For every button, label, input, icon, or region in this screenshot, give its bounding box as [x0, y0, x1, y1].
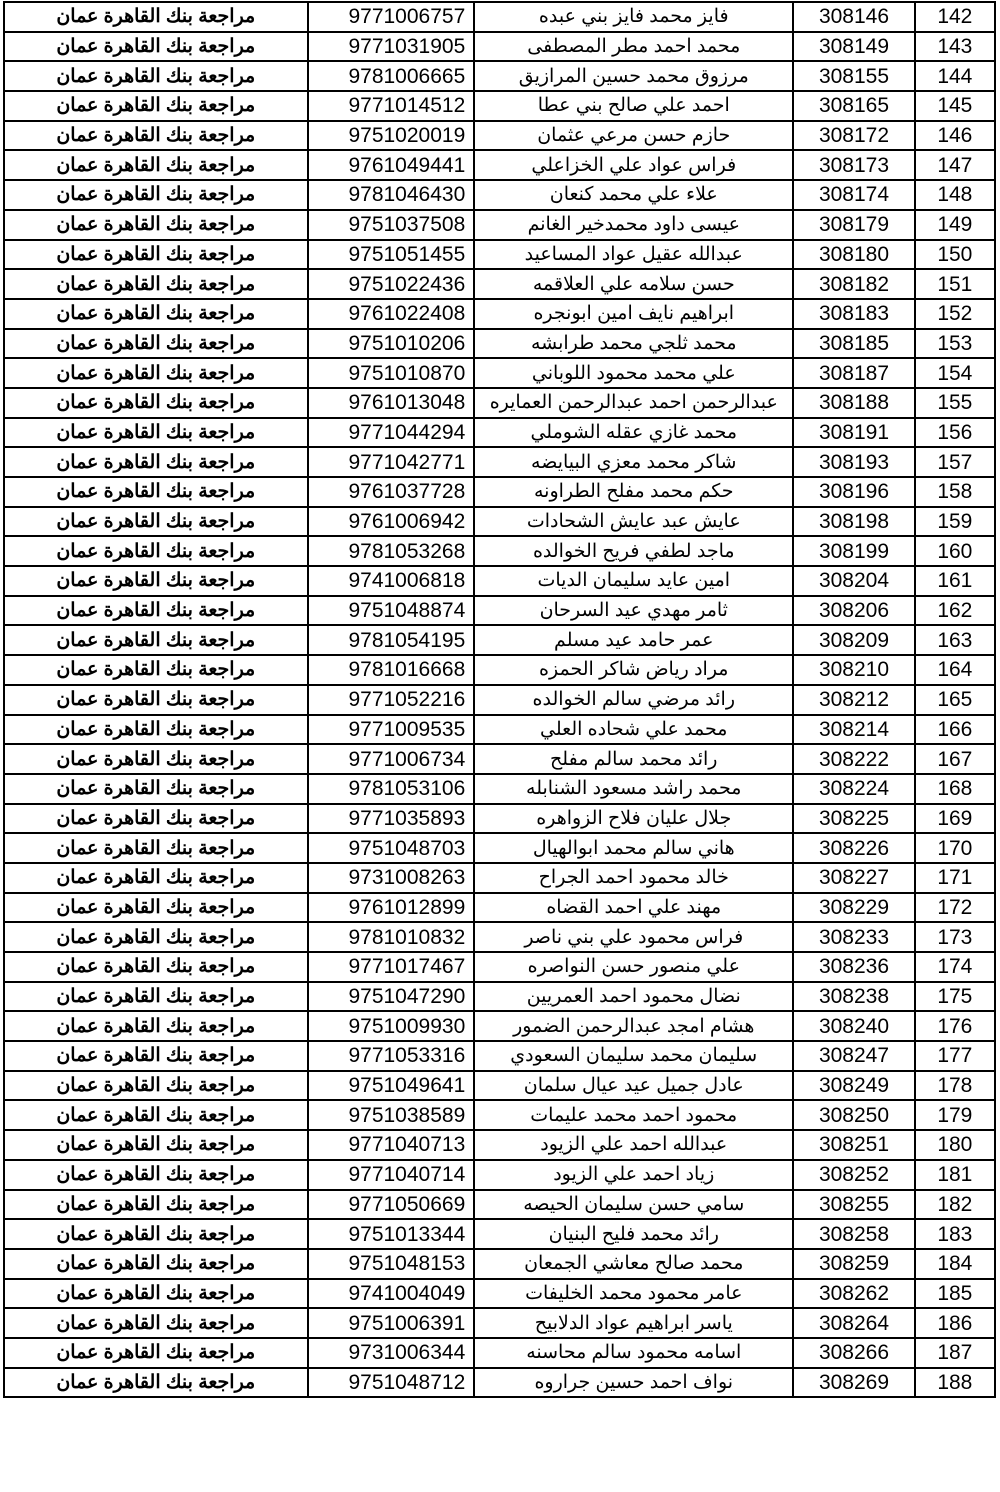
name-cell: ماجد لطفي فريح الخوالده [474, 536, 793, 566]
name-cell: عادل جميل عيد عيال سلمان [474, 1071, 793, 1101]
id-cell: 308238 [793, 982, 914, 1012]
table-row [4, 1071, 995, 1101]
id-cell: 308180 [793, 240, 914, 270]
names-table [3, 1, 996, 1398]
national-number-cell: 9751020019 [308, 121, 475, 151]
status-cell: مراجعة بنك القاهرة عمان [4, 625, 308, 655]
name-cell: علي محمد محمود اللوباني [474, 358, 793, 388]
id-cell: 308179 [793, 210, 914, 240]
status-cell: مراجعة بنك القاهرة عمان [4, 329, 308, 359]
status-cell: مراجعة بنك القاهرة عمان [4, 1011, 308, 1041]
national-number-cell: 9781053106 [308, 774, 475, 804]
national-number-cell: 9741006818 [308, 566, 475, 596]
national-number-cell: 9751006391 [308, 1308, 475, 1338]
name-cell: مرزوق محمد حسين المرازيق [474, 61, 793, 91]
id-cell: 308174 [793, 180, 914, 210]
status-cell: مراجعة بنك القاهرة عمان [4, 418, 308, 448]
name-cell: نواف احمد حسين جراروه [474, 1368, 793, 1398]
name-cell: عبدالله احمد علي الزيود [474, 1130, 793, 1160]
name-cell: شاكر محمد معزي البيايضه [474, 447, 793, 477]
sequence-cell: 175 [915, 982, 995, 1012]
id-cell: 308269 [793, 1368, 914, 1398]
table-row [4, 358, 995, 388]
table-row [4, 269, 995, 299]
sequence-cell: 184 [915, 1249, 995, 1279]
table-row [4, 2, 995, 32]
status-cell: مراجعة بنك القاهرة عمان [4, 477, 308, 507]
status-cell: مراجعة بنك القاهرة عمان [4, 1279, 308, 1309]
sequence-cell: 155 [915, 388, 995, 418]
table-row [4, 388, 995, 418]
national-number-cell: 9751051455 [308, 240, 475, 270]
name-cell: فراس محمود علي بني ناصر [474, 922, 793, 952]
sequence-cell: 144 [915, 61, 995, 91]
sequence-cell: 165 [915, 685, 995, 715]
sequence-cell: 153 [915, 329, 995, 359]
status-cell: مراجعة بنك القاهرة عمان [4, 507, 308, 537]
status-cell: مراجعة بنك القاهرة عمان [4, 833, 308, 863]
id-cell: 308240 [793, 1011, 914, 1041]
table-row [4, 1100, 995, 1130]
id-cell: 308188 [793, 388, 914, 418]
national-number-cell: 9771040714 [308, 1160, 475, 1190]
national-number-cell: 9751048703 [308, 833, 475, 863]
national-number-cell: 9751037508 [308, 210, 475, 240]
id-cell: 308210 [793, 655, 914, 685]
national-number-cell: 9781054195 [308, 625, 475, 655]
sequence-cell: 148 [915, 180, 995, 210]
status-cell: مراجعة بنك القاهرة عمان [4, 1071, 308, 1101]
table-row [4, 150, 995, 180]
national-number-cell: 9751048712 [308, 1368, 475, 1398]
id-cell: 308266 [793, 1338, 914, 1368]
status-cell: مراجعة بنك القاهرة عمان [4, 299, 308, 329]
name-cell: سليمان محمد سليمان السعودي [474, 1041, 793, 1071]
name-cell: ياسر ابراهيم عواد الدلابيح [474, 1308, 793, 1338]
national-number-cell: 9751038589 [308, 1100, 475, 1130]
id-cell: 308264 [793, 1308, 914, 1338]
id-cell: 308206 [793, 596, 914, 626]
id-cell: 308250 [793, 1100, 914, 1130]
table-row [4, 91, 995, 121]
id-cell: 308204 [793, 566, 914, 596]
sequence-cell: 174 [915, 952, 995, 982]
national-number-cell: 9751047290 [308, 982, 475, 1012]
name-cell: فراس عواد علي الخزاعلي [474, 150, 793, 180]
sequence-cell: 179 [915, 1100, 995, 1130]
sequence-cell: 164 [915, 655, 995, 685]
national-number-cell: 9761049441 [308, 150, 475, 180]
national-number-cell: 9751049641 [308, 1071, 475, 1101]
status-cell: مراجعة بنك القاهرة عمان [4, 952, 308, 982]
table-row [4, 744, 995, 774]
name-cell: عبدالرحمن احمد عبدالرحمن العمايره [474, 388, 793, 418]
id-cell: 308225 [793, 804, 914, 834]
national-number-cell: 9771050669 [308, 1190, 475, 1220]
national-number-cell: 9771052216 [308, 685, 475, 715]
name-cell: خالد محمود احمد الجراح [474, 863, 793, 893]
id-cell: 308214 [793, 715, 914, 745]
table-row [4, 715, 995, 745]
sequence-cell: 159 [915, 507, 995, 537]
sequence-cell: 157 [915, 447, 995, 477]
sequence-cell: 142 [915, 2, 995, 32]
id-cell: 308258 [793, 1219, 914, 1249]
name-cell: عامر محمود محمد الخليفات [474, 1279, 793, 1309]
table-row [4, 32, 995, 62]
status-cell: مراجعة بنك القاهرة عمان [4, 210, 308, 240]
table-row [4, 1308, 995, 1338]
status-cell: مراجعة بنك القاهرة عمان [4, 1368, 308, 1398]
id-cell: 308222 [793, 744, 914, 774]
status-cell: مراجعة بنك القاهرة عمان [4, 715, 308, 745]
id-cell: 308209 [793, 625, 914, 655]
id-cell: 308187 [793, 358, 914, 388]
national-number-cell: 9781010832 [308, 922, 475, 952]
table-row [4, 625, 995, 655]
sequence-cell: 178 [915, 1071, 995, 1101]
table-row [4, 329, 995, 359]
name-cell: حازم حسن مرعي عثمان [474, 121, 793, 151]
national-number-cell: 9771035893 [308, 804, 475, 834]
sequence-cell: 154 [915, 358, 995, 388]
sequence-cell: 156 [915, 418, 995, 448]
sequence-cell: 146 [915, 121, 995, 151]
name-cell: مهند علي احمد القضاه [474, 893, 793, 923]
national-number-cell: 9751022436 [308, 269, 475, 299]
table-row [4, 596, 995, 626]
table-row [4, 685, 995, 715]
status-cell: مراجعة بنك القاهرة عمان [4, 121, 308, 151]
table-row [4, 1160, 995, 1190]
status-cell: مراجعة بنك القاهرة عمان [4, 863, 308, 893]
national-number-cell: 9781046430 [308, 180, 475, 210]
national-number-cell: 9771017467 [308, 952, 475, 982]
national-number-cell: 9771009535 [308, 715, 475, 745]
status-cell: مراجعة بنك القاهرة عمان [4, 358, 308, 388]
sequence-cell: 169 [915, 804, 995, 834]
sequence-cell: 171 [915, 863, 995, 893]
table-row [4, 536, 995, 566]
national-number-cell: 9771031905 [308, 32, 475, 62]
status-cell: مراجعة بنك القاهرة عمان [4, 32, 308, 62]
table-row [4, 922, 995, 952]
status-cell: مراجعة بنك القاهرة عمان [4, 922, 308, 952]
national-number-cell: 9771014512 [308, 91, 475, 121]
table-row [4, 1130, 995, 1160]
table-row [4, 566, 995, 596]
table-row [4, 774, 995, 804]
status-cell: مراجعة بنك القاهرة عمان [4, 269, 308, 299]
status-cell: مراجعة بنك القاهرة عمان [4, 2, 308, 32]
national-number-cell: 9771006757 [308, 2, 475, 32]
sequence-cell: 173 [915, 922, 995, 952]
sequence-cell: 152 [915, 299, 995, 329]
table-row [4, 240, 995, 270]
national-number-cell: 9771044294 [308, 418, 475, 448]
id-cell: 308251 [793, 1130, 914, 1160]
table-body [4, 2, 995, 1397]
status-cell: مراجعة بنك القاهرة عمان [4, 150, 308, 180]
national-number-cell: 9771042771 [308, 447, 475, 477]
status-cell: مراجعة بنك القاهرة عمان [4, 893, 308, 923]
national-number-cell: 9761012899 [308, 893, 475, 923]
id-cell: 308212 [793, 685, 914, 715]
status-cell: مراجعة بنك القاهرة عمان [4, 685, 308, 715]
name-cell: هشام امجد عبدالرحمن الضمور [474, 1011, 793, 1041]
table-row [4, 1249, 995, 1279]
name-cell: محمد علي شحاده العلي [474, 715, 793, 745]
national-number-cell: 9761037728 [308, 477, 475, 507]
name-cell: رائد مرضي سالم الخوالده [474, 685, 793, 715]
id-cell: 308198 [793, 507, 914, 537]
national-number-cell: 9741004049 [308, 1279, 475, 1309]
name-cell: رائد محمد فليح البنيان [474, 1219, 793, 1249]
status-cell: مراجعة بنك القاهرة عمان [4, 91, 308, 121]
status-cell: مراجعة بنك القاهرة عمان [4, 774, 308, 804]
sequence-cell: 180 [915, 1130, 995, 1160]
id-cell: 308252 [793, 1160, 914, 1190]
status-cell: مراجعة بنك القاهرة عمان [4, 596, 308, 626]
name-cell: محمود احمد محمد عليمات [474, 1100, 793, 1130]
sequence-cell: 186 [915, 1308, 995, 1338]
sequence-cell: 150 [915, 240, 995, 270]
id-cell: 308226 [793, 833, 914, 863]
id-cell: 308262 [793, 1279, 914, 1309]
national-number-cell: 9731006344 [308, 1338, 475, 1368]
id-cell: 308165 [793, 91, 914, 121]
name-cell: عايش عبد عايش الشحادات [474, 507, 793, 537]
name-cell: امين عايد سليمان الديات [474, 566, 793, 596]
national-number-cell: 9731008263 [308, 863, 475, 893]
table-row [4, 655, 995, 685]
name-cell: هاني سالم محمد ابوالهيال [474, 833, 793, 863]
national-number-cell: 9751009930 [308, 1011, 475, 1041]
name-cell: نضال محمود احمد العمريين [474, 982, 793, 1012]
table-row [4, 952, 995, 982]
table-row [4, 1279, 995, 1309]
national-number-cell: 9751013344 [308, 1219, 475, 1249]
status-cell: مراجعة بنك القاهرة عمان [4, 388, 308, 418]
table-row [4, 61, 995, 91]
name-cell: محمد احمد مطر المصطفى [474, 32, 793, 62]
sequence-cell: 158 [915, 477, 995, 507]
id-cell: 308236 [793, 952, 914, 982]
status-cell: مراجعة بنك القاهرة عمان [4, 1249, 308, 1279]
national-number-cell: 9781053268 [308, 536, 475, 566]
national-number-cell: 9751048874 [308, 596, 475, 626]
national-number-cell: 9761022408 [308, 299, 475, 329]
national-number-cell: 9781016668 [308, 655, 475, 685]
status-cell: مراجعة بنك القاهرة عمان [4, 447, 308, 477]
id-cell: 308224 [793, 774, 914, 804]
status-cell: مراجعة بنك القاهرة عمان [4, 982, 308, 1012]
name-cell: سامي حسن سليمان الحيصه [474, 1190, 793, 1220]
id-cell: 308182 [793, 269, 914, 299]
table-row [4, 893, 995, 923]
status-cell: مراجعة بنك القاهرة عمان [4, 536, 308, 566]
status-cell: مراجعة بنك القاهرة عمان [4, 655, 308, 685]
name-cell: احمد علي صالح بني عطا [474, 91, 793, 121]
table-row [4, 982, 995, 1012]
sequence-cell: 161 [915, 566, 995, 596]
name-cell: محمد راشد مسعود الشنابله [474, 774, 793, 804]
sequence-cell: 162 [915, 596, 995, 626]
id-cell: 308233 [793, 922, 914, 952]
table-row [4, 1041, 995, 1071]
name-cell: محمد غازي عقله الشوملي [474, 418, 793, 448]
status-cell: مراجعة بنك القاهرة عمان [4, 180, 308, 210]
national-number-cell: 9751048153 [308, 1249, 475, 1279]
sequence-cell: 163 [915, 625, 995, 655]
name-cell: حكم محمد مفلح الطراونه [474, 477, 793, 507]
id-cell: 308155 [793, 61, 914, 91]
name-cell: فايز محمد فايز بني عبده [474, 2, 793, 32]
name-cell: حسن سلامه علي العلاقمه [474, 269, 793, 299]
id-cell: 308185 [793, 329, 914, 359]
national-number-cell: 9751010870 [308, 358, 475, 388]
table-row [4, 804, 995, 834]
status-cell: مراجعة بنك القاهرة عمان [4, 804, 308, 834]
name-cell: محمد صالح معاشي الجمعان [474, 1249, 793, 1279]
sequence-cell: 147 [915, 150, 995, 180]
id-cell: 308247 [793, 1041, 914, 1071]
sequence-cell: 172 [915, 893, 995, 923]
name-cell: علاء علي محمد كنعان [474, 180, 793, 210]
id-cell: 308183 [793, 299, 914, 329]
sequence-cell: 149 [915, 210, 995, 240]
name-cell: عمر حامد عيد مسلم [474, 625, 793, 655]
id-cell: 308199 [793, 536, 914, 566]
sequence-cell: 187 [915, 1338, 995, 1368]
sequence-cell: 181 [915, 1160, 995, 1190]
sequence-cell: 143 [915, 32, 995, 62]
status-cell: مراجعة بنك القاهرة عمان [4, 744, 308, 774]
id-cell: 308191 [793, 418, 914, 448]
table-row [4, 1190, 995, 1220]
sequence-cell: 167 [915, 744, 995, 774]
status-cell: مراجعة بنك القاهرة عمان [4, 1219, 308, 1249]
table-row [4, 447, 995, 477]
table-row [4, 121, 995, 151]
status-cell: مراجعة بنك القاهرة عمان [4, 1130, 308, 1160]
id-cell: 308227 [793, 863, 914, 893]
status-cell: مراجعة بنك القاهرة عمان [4, 240, 308, 270]
table-row [4, 299, 995, 329]
status-cell: مراجعة بنك القاهرة عمان [4, 1190, 308, 1220]
id-cell: 308149 [793, 32, 914, 62]
national-number-cell: 9761013048 [308, 388, 475, 418]
name-cell: اسامه محمود سالم محاسنه [474, 1338, 793, 1368]
table-row [4, 1219, 995, 1249]
table-row [4, 1338, 995, 1368]
name-cell: عبدالله عقيل عواد المساعيد [474, 240, 793, 270]
sequence-cell: 176 [915, 1011, 995, 1041]
id-cell: 308173 [793, 150, 914, 180]
sequence-cell: 182 [915, 1190, 995, 1220]
status-cell: مراجعة بنك القاهرة عمان [4, 566, 308, 596]
id-cell: 308193 [793, 447, 914, 477]
name-cell: مراد رياض شاكر الحمزه [474, 655, 793, 685]
id-cell: 308146 [793, 2, 914, 32]
status-cell: مراجعة بنك القاهرة عمان [4, 1160, 308, 1190]
table-row [4, 1368, 995, 1398]
name-cell: رائد محمد سالم مفلح [474, 744, 793, 774]
national-number-cell: 9771040713 [308, 1130, 475, 1160]
name-cell: ثامر مهدي عيد السرحان [474, 596, 793, 626]
table-row [4, 180, 995, 210]
name-cell: عيسى داود محمدخير الغانم [474, 210, 793, 240]
national-number-cell: 9751010206 [308, 329, 475, 359]
status-cell: مراجعة بنك القاهرة عمان [4, 1100, 308, 1130]
national-number-cell: 9781006665 [308, 61, 475, 91]
sequence-cell: 170 [915, 833, 995, 863]
id-cell: 308255 [793, 1190, 914, 1220]
name-cell: محمد ثلجي محمد طرابشه [474, 329, 793, 359]
status-cell: مراجعة بنك القاهرة عمان [4, 1041, 308, 1071]
table-row [4, 1011, 995, 1041]
sequence-cell: 151 [915, 269, 995, 299]
name-cell: جلال عليان فلاح الزواهره [474, 804, 793, 834]
table-row [4, 210, 995, 240]
table-row [4, 477, 995, 507]
sequence-cell: 185 [915, 1279, 995, 1309]
id-cell: 308229 [793, 893, 914, 923]
id-cell: 308172 [793, 121, 914, 151]
national-number-cell: 9761006942 [308, 507, 475, 537]
id-cell: 308196 [793, 477, 914, 507]
sequence-cell: 183 [915, 1219, 995, 1249]
status-cell: مراجعة بنك القاهرة عمان [4, 61, 308, 91]
status-cell: مراجعة بنك القاهرة عمان [4, 1338, 308, 1368]
sequence-cell: 177 [915, 1041, 995, 1071]
national-number-cell: 9771006734 [308, 744, 475, 774]
sequence-cell: 145 [915, 91, 995, 121]
sequence-cell: 188 [915, 1368, 995, 1398]
sequence-cell: 168 [915, 774, 995, 804]
national-number-cell: 9771053316 [308, 1041, 475, 1071]
name-cell: ابراهيم نايف امين ابونجره [474, 299, 793, 329]
sequence-cell: 166 [915, 715, 995, 745]
id-cell: 308249 [793, 1071, 914, 1101]
status-cell: مراجعة بنك القاهرة عمان [4, 1308, 308, 1338]
table-row [4, 418, 995, 448]
name-cell: علي منصور حسن النواصره [474, 952, 793, 982]
id-cell: 308259 [793, 1249, 914, 1279]
table-row [4, 833, 995, 863]
table-row [4, 863, 995, 893]
name-cell: زياد احمد علي الزيود [474, 1160, 793, 1190]
sequence-cell: 160 [915, 536, 995, 566]
table-row [4, 507, 995, 537]
